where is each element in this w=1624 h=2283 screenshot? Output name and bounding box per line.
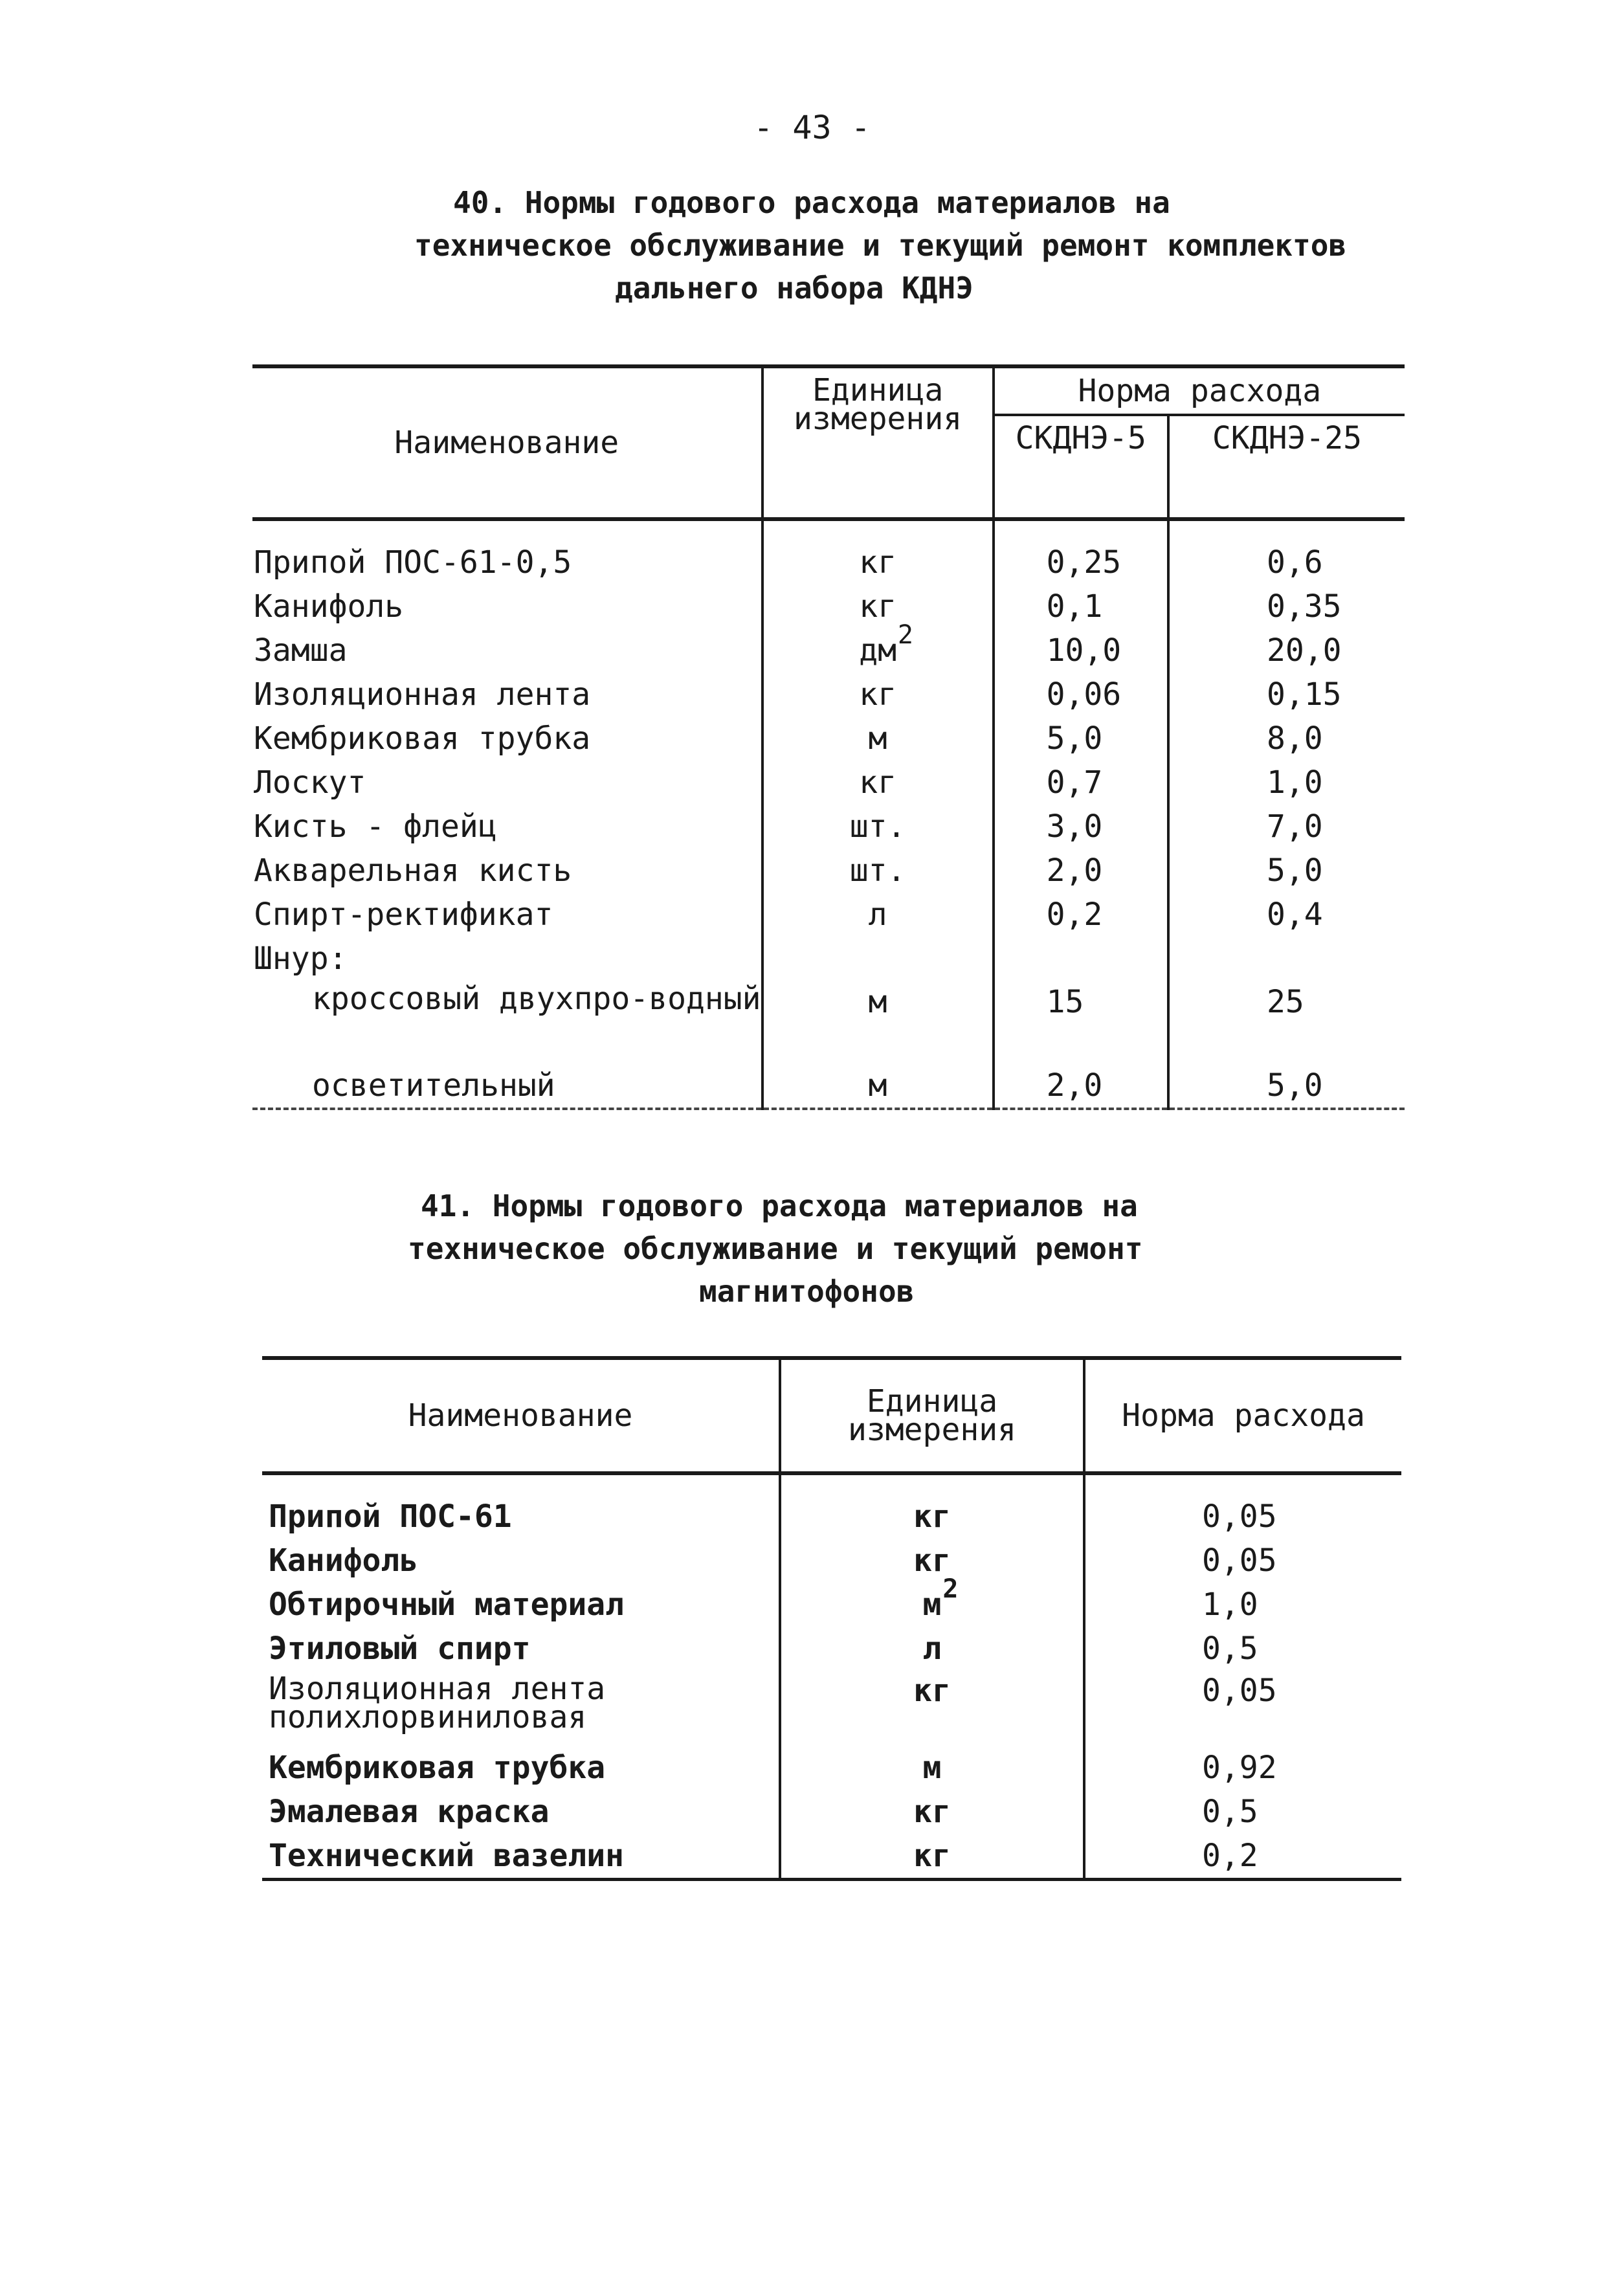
unit-cell xyxy=(762,673,994,717)
table-41-title-line-2: техническое обслуживание и текущий ремонт xyxy=(408,1231,1143,1266)
unit-cell xyxy=(762,519,994,585)
header-name: Наименование xyxy=(262,1358,780,1473)
norm-skdne-5: 10,0 xyxy=(994,629,1168,673)
table-row xyxy=(252,629,1405,673)
material-name: Припой ПОС-61 xyxy=(262,1473,780,1539)
unit-text: кг xyxy=(913,1838,951,1874)
unit-value xyxy=(923,1632,942,1665)
header-unit: Единица измерения xyxy=(762,366,994,519)
unit-cell xyxy=(780,1574,1084,1627)
norm-skdne-5: 2,0 xyxy=(994,849,1168,893)
material-name: Кисть - флейц xyxy=(252,805,762,849)
unit-value xyxy=(869,1069,887,1102)
unit-value xyxy=(923,1752,942,1784)
norm-skdne-25: 25 xyxy=(1266,984,1304,1020)
norm-value: 1,0 xyxy=(1202,1587,1258,1623)
unit-value xyxy=(859,620,913,669)
unit-value xyxy=(869,986,887,1018)
header-skdne-5: СКДНЭ-5 xyxy=(994,415,1168,519)
unit-text: кг xyxy=(913,1498,951,1535)
material-name: Кембриковая трубка xyxy=(252,717,762,761)
unit-cell xyxy=(762,849,994,893)
unit-text: кг xyxy=(913,1673,951,1709)
norm-value: 0,5 xyxy=(1202,1631,1258,1667)
unit-cell xyxy=(780,1539,1084,1583)
table-row xyxy=(252,673,1405,717)
unit-value xyxy=(850,854,906,887)
table-row xyxy=(252,981,1405,1064)
material-name: Канифоль xyxy=(262,1539,780,1583)
norm-skdne-5: 5,0 xyxy=(994,717,1168,761)
unit-text: кг xyxy=(913,1794,951,1830)
norm-skdne-25: 0,6 xyxy=(1266,544,1323,581)
material-name: Изоляционная лента xyxy=(252,673,762,717)
table-40-title-line-1: 40. Нормы годового расхода материалов на xyxy=(453,185,1170,220)
norm-skdne-5: 3,0 xyxy=(994,805,1168,849)
table-41-title xyxy=(0,1185,1624,1313)
table-row xyxy=(262,1627,1401,1671)
unit-cell xyxy=(762,937,994,981)
norm-skdne-5 xyxy=(994,937,1168,981)
header-name: Наименование xyxy=(252,366,762,519)
material-name: кроссовый двухпро-водный xyxy=(252,981,762,1064)
unit-text: м xyxy=(922,1750,942,1786)
table-41 xyxy=(262,1356,1401,1881)
unit-cell xyxy=(780,1834,1084,1880)
table-row xyxy=(252,717,1405,761)
table-row xyxy=(252,805,1405,849)
material-name: Эмалевая краска xyxy=(262,1790,780,1834)
norm-skdne-25: 1,0 xyxy=(1266,764,1323,801)
material-name: Акварельная кисть xyxy=(252,849,762,893)
norm-skdne-25: 0,35 xyxy=(1266,588,1342,625)
unit-text: л xyxy=(922,1631,942,1667)
unit-text: кг xyxy=(859,588,896,625)
table-40-title-line-3: дальнего набора КДНЭ xyxy=(615,271,973,306)
norm-value: 0,05 xyxy=(1202,1673,1277,1709)
norm-skdne-25: 20,0 xyxy=(1266,632,1342,669)
material-name: Обтирочный материал xyxy=(262,1583,780,1627)
table-row xyxy=(252,761,1405,805)
table-row xyxy=(252,937,1405,981)
unit-value xyxy=(859,546,896,579)
unit-text: м xyxy=(868,1067,887,1104)
unit-cell xyxy=(762,761,994,805)
norm-value: 0,92 xyxy=(1202,1750,1277,1786)
unit-value xyxy=(859,678,896,711)
norm-skdne-5: 0,06 xyxy=(994,673,1168,717)
unit-value xyxy=(869,898,887,931)
material-name: Технический вазелин xyxy=(262,1834,780,1880)
table-41-title-line-1: 41. Нормы годового расхода материалов на xyxy=(421,1188,1138,1223)
unit-value xyxy=(913,1675,951,1707)
unit-value xyxy=(913,1500,951,1533)
table-row xyxy=(252,519,1405,585)
unit-text: кг xyxy=(859,544,896,581)
unit-value xyxy=(913,1796,951,1828)
norm-value: 0,05 xyxy=(1202,1542,1277,1579)
header-skdne-25: СКДНЭ-25 xyxy=(1168,415,1405,519)
unit-value xyxy=(869,722,887,755)
norm-skdne-25: 8,0 xyxy=(1266,720,1323,757)
unit-text: кг xyxy=(913,1542,951,1579)
norm-value: 0,2 xyxy=(1084,1834,1401,1880)
material-name: Замша xyxy=(252,629,762,673)
material-name: Кембриковая трубка xyxy=(262,1746,780,1790)
table-row xyxy=(262,1583,1401,1627)
unit-superscript: 2 xyxy=(897,620,913,650)
table-row xyxy=(262,1790,1401,1834)
header-norm: Норма расхода xyxy=(994,366,1405,415)
norm-value: 0,5 xyxy=(1202,1794,1258,1830)
material-name: Канифоль xyxy=(252,585,762,629)
norm-skdne-25: 7,0 xyxy=(1266,808,1323,845)
unit-cell xyxy=(762,1064,994,1109)
unit-value xyxy=(913,1840,951,1872)
unit-cell xyxy=(780,1627,1084,1671)
page-number: - 43 - xyxy=(753,109,871,146)
unit-cell xyxy=(780,1746,1084,1790)
unit-text: м xyxy=(922,1587,942,1623)
unit-text: м xyxy=(868,720,887,757)
unit-value xyxy=(850,810,906,843)
material-name: Спирт-ректификат xyxy=(252,893,762,937)
table-row xyxy=(262,1746,1401,1790)
table-row xyxy=(252,849,1405,893)
table-row xyxy=(262,1671,1401,1746)
norm-skdne-25 xyxy=(1168,937,1405,981)
unit-superscript: 2 xyxy=(942,1574,959,1604)
table-row xyxy=(252,585,1405,629)
unit-value xyxy=(859,766,896,799)
table-40-title-line-2: техническое обслуживание и текущий ремонт комплектов xyxy=(414,228,1347,263)
table-row xyxy=(252,1064,1405,1109)
unit-text: кг xyxy=(859,676,896,713)
table-row xyxy=(262,1539,1401,1583)
unit-cell xyxy=(762,620,994,673)
unit-cell xyxy=(780,1790,1084,1834)
norm-skdne-5: 0,1 xyxy=(994,585,1168,629)
norm-skdne-5: 0,2 xyxy=(994,893,1168,937)
norm-skdne-25: 0,4 xyxy=(1266,896,1323,933)
unit-text: дм xyxy=(859,632,896,669)
header-norm: Норма расхода xyxy=(1084,1358,1401,1473)
norm-value: 0,05 xyxy=(1202,1498,1277,1535)
norm-skdne-25: 5,0 xyxy=(1266,852,1323,889)
unit-value xyxy=(922,1574,959,1623)
material-name: Шнур: xyxy=(252,937,762,981)
unit-text: шт. xyxy=(849,852,906,889)
unit-cell xyxy=(762,981,994,1064)
norm-skdne-5: 2,0 xyxy=(994,1064,1168,1109)
table-40 xyxy=(252,364,1405,1110)
unit-text: м xyxy=(868,984,887,1020)
unit-value xyxy=(913,1544,951,1577)
norm-skdne-25: 0,15 xyxy=(1266,676,1342,713)
norm-skdne-5: 0,7 xyxy=(994,761,1168,805)
table-40-title xyxy=(0,181,1624,309)
unit-cell xyxy=(762,717,994,761)
unit-text: кг xyxy=(859,764,896,801)
table-41-title-line-3: магнитофонов xyxy=(699,1274,915,1309)
unit-value xyxy=(859,590,896,623)
unit-text: л xyxy=(868,896,887,933)
unit-cell xyxy=(762,585,994,629)
material-name: Припой ПОС-61-0,5 xyxy=(252,519,762,585)
header-unit: Единица измерения xyxy=(780,1358,1084,1473)
norm-skdne-5: 0,25 xyxy=(994,519,1168,585)
unit-cell xyxy=(780,1671,1084,1746)
norm-skdne-25: 5,0 xyxy=(1168,1064,1405,1109)
unit-cell xyxy=(762,893,994,937)
table-row xyxy=(262,1834,1401,1880)
unit-text: шт. xyxy=(849,808,906,845)
material-name: Этиловый спирт xyxy=(262,1627,780,1671)
norm-skdne-5: 15 xyxy=(994,981,1168,1064)
unit-cell xyxy=(780,1473,1084,1539)
unit-cell xyxy=(762,805,994,849)
table-row xyxy=(252,893,1405,937)
material-name: осветительный xyxy=(252,1064,762,1109)
material-name: Изоляционная лента полихлорвиниловая xyxy=(262,1671,780,1746)
material-name: Лоскут xyxy=(252,761,762,805)
table-row xyxy=(262,1473,1401,1539)
